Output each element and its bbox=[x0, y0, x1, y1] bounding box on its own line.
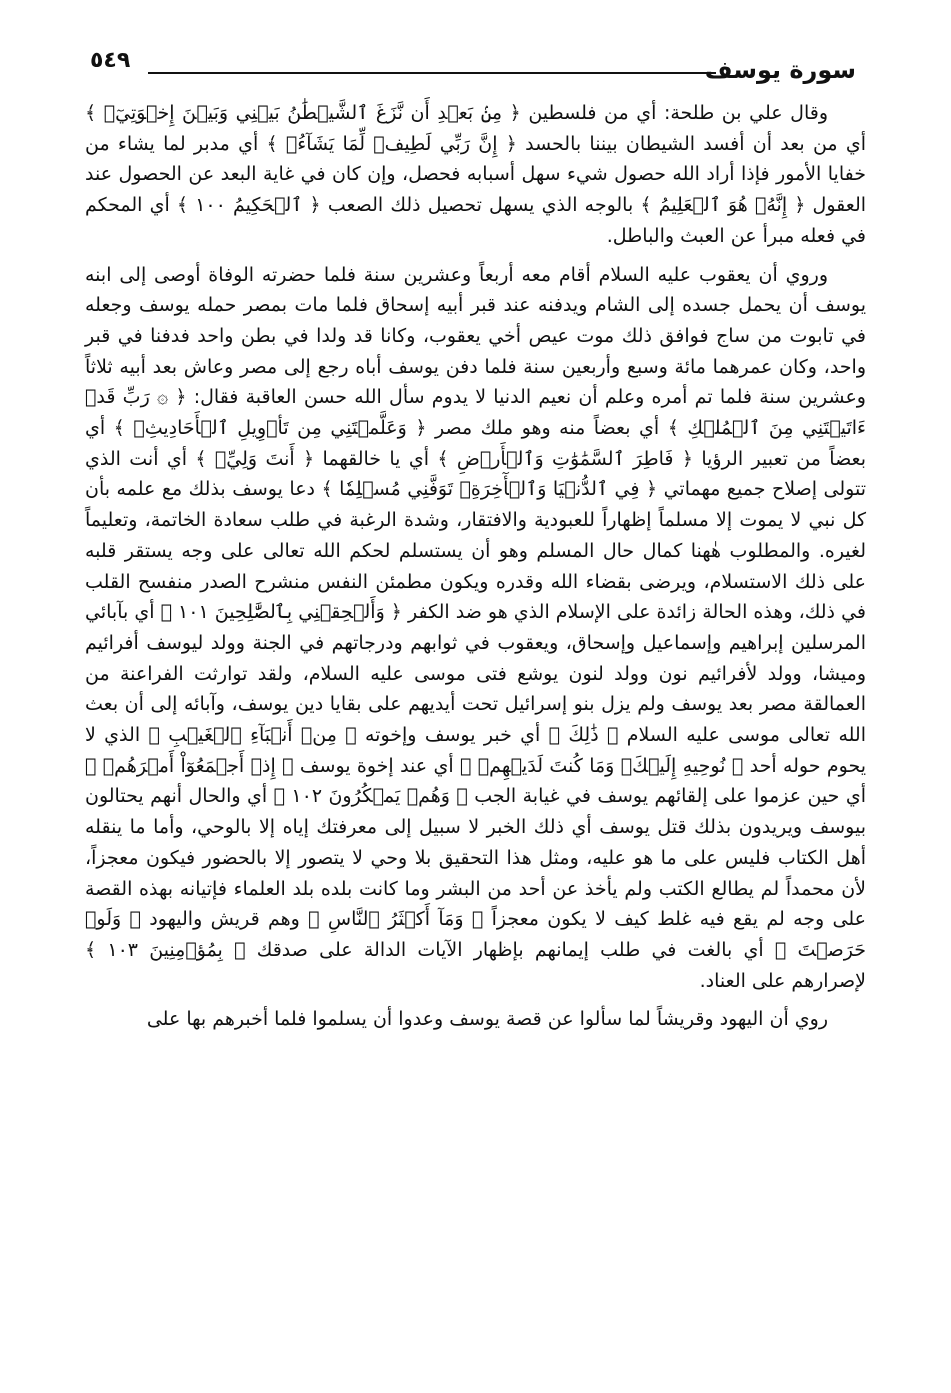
page-header bbox=[90, 38, 856, 86]
paragraph-1: وقال علي بن طلحة: أي من فلسطين ﴿ مِنۢ بَعۡدِ أَن نَّزَغَ ٱلشَّيۡطَٰنُ بَيۡنِي وَبَيۡنَ إِخۡوَتِيٓۚ ﴾ أي من بعد أن أفسد الشيطان بيننا بالحسد ﴿ إِنَّ رَبِّي لَطِيفٞ لِّمَا يَشَآءُۚ ﴾ أي مدبر لما يشاء من خفايا الأمور فإذا أراد الله حصول شيء سهل أسبابه فحصل، وإن كان في غاية البعد عن الحصول عند العقول ﴿ إِنَّهُۥ هُوَ ٱلۡعَلِيمُ ﴾ بالوجه الذي يسهل تحصيل ذلك الصعب ﴿ ٱلۡحَكِيمُ ١٠٠ ﴾ أي المحكم في فعله مبرأ عن العبث والباطل. bbox=[85, 102, 867, 247]
page-number: ٥٤٩ bbox=[90, 48, 131, 73]
paragraph-2: وروي أن يعقوب عليه السلام أقام معه أربعاً وعشرين سنة فلما حضرته الوفاة أوصى إلى ابنه يوسف أن يحمل جسده إلى الشام ويدفنه عند قبر أبيه إسحاق فلما مات بمصر حمله يوسف وجعله في تابوت من ساج فوافق ذلك موت عيص أخي يعقوب، وكانا قد ولدا في بطن واحد فدفنا في قبر واحد، وكان عمرهما مائة وسبع وأربعين سنة فلما دفن يوسف أباه رجع إلى مصر وعاش بعد أبيه ثلاثاً وعشرين سنة فلما تم أمره وعلم أن نعيم الدنيا لا يدوم سأل الله حسن العاقبة فقال: ﴿ ۞ رَبِّ قَدۡ ءَاتَيۡتَنِي مِنَ ٱلۡمُلۡكِ ﴾ أي بعضاً منه وهو ملك مصر ﴿ وَعَلَّمۡتَنِي مِن تَأۡوِيلِ ٱلۡأَحَادِيثِۚ ﴾ أي بعضاً من تعبير الرؤيا ﴿ فَاطِرَ ٱلسَّمَٰوَٰتِ وَٱلۡأَرۡضِ ﴾ أي يا خالقهما ﴿ أَنتَ وَلِيِّۦ ﴾ أي أنت الذي تتولى إصلاح جميع مهماتي ﴿ فِي ٱلدُّنۡيَا وَٱلۡأٓخِرَةِۖ تَوَفَّنِي مُسۡلِمٗا ﴾ دعا يوسف بذلك مع علمه بأن كل نبي لا يموت إلا مسلماً إظهاراً للعبودية والافتقار، وشدة الرغبة في طلب سعادة الخاتمة، وتعليماً لغيره. والمطلوب هٰهنا كمال حال المسلم وهو أن يستسلم لحكم الله تعالى على وجه يستقر قلبه على ذلك الاستسلام، ويرضى بقضاء الله وقدره ويكون مطمئن النفس منشرح الصدر منفسح القلب في ذلك، وهذه الحالة زائدة على الإسلام الذي هو ضد الكفر ﴿ وَأَلۡحِقۡنِي بِٱلصَّٰلِحِينَ ١٠١ ﴾ أي بآبائي المرسلين إبراهيم وإسماعيل وإسحاق، ويعقوب في ثوابهم ودرجاتهم في الجنة وولد ليوسف أفرائيم وميشا، وولد لأفرائيم نون وولد لنون يوشع فتى موسى عليه السلام، ولقد توارثت الفراعنة من العمالقة مصر بعد يوسف ولم يزل بنو إسرائيل تحت أيديهم على بقايا دين يوسف، وآبائه إلى أن بعث الله تعالى موسى عليه السلام ﴿ ذَٰلِكَ ﴾ أي خبر يوسف وإخوته ﴿ مِنۡ أَنۢبَآءِ ٱلۡغَيۡبِ ﴾ الذي لا يحوم حوله أحد ﴿ نُوحِيهِ إِلَيۡكَۖ وَمَا كُنتَ لَدَيۡهِمۡ ﴾ أي عند إخوة يوسف ﴿ إِذۡ أَجۡمَعُوٓاْ أَمۡرَهُمۡ ﴾ أي حين عزموا على إلقائهم يوسف في غيابة الجب ﴿ وَهُمۡ يَمۡكُرُونَ ١٠٢ ﴾ أي والحال أنهم يحتالون بيوسف ويريدون بذلك قتل يوسف أي ذلك الخبر لا سبيل إلى معرفتك إياه إلا بالوحي، وأما ما ينقله أهل الكتاب فليس على ما هو عليه، ومثل هذا التحقيق بلا وحي لا يتصور إلا بالحضور فيكون معجزاً، لأن محمداً لم يطالع الكتب ولم يأخذ عن أحد من البشر وما كانت بلده بلد العلماء فإتيانه بهذه القصة على وجه لم يقع فيه غلط كيف لا يكون معجزاً ﴿ وَمَآ أَكۡثَرُ ٱلنَّاسِ ﴾ وهم قريش واليهود ﴿ وَلَوۡ حَرَصۡتَ ﴾ أي بالغت في طلب إيمانهم بإظهار الآيات الدالة على صدقك ﴿ بِمُؤۡمِنِينَ ١٠٣ ﴾ لإصرارهم على العناد. bbox=[85, 263, 866, 992]
paragraph-3: روي أن اليهود وقريشاً لما سألوا عن قصة يوسف وعدوا أن يسلموا فلما أخبرهم بها على bbox=[146, 1008, 828, 1031]
header-rule bbox=[148, 72, 716, 74]
sura-title: سورة يوسف bbox=[704, 56, 856, 84]
page-body bbox=[85, 98, 866, 1035]
